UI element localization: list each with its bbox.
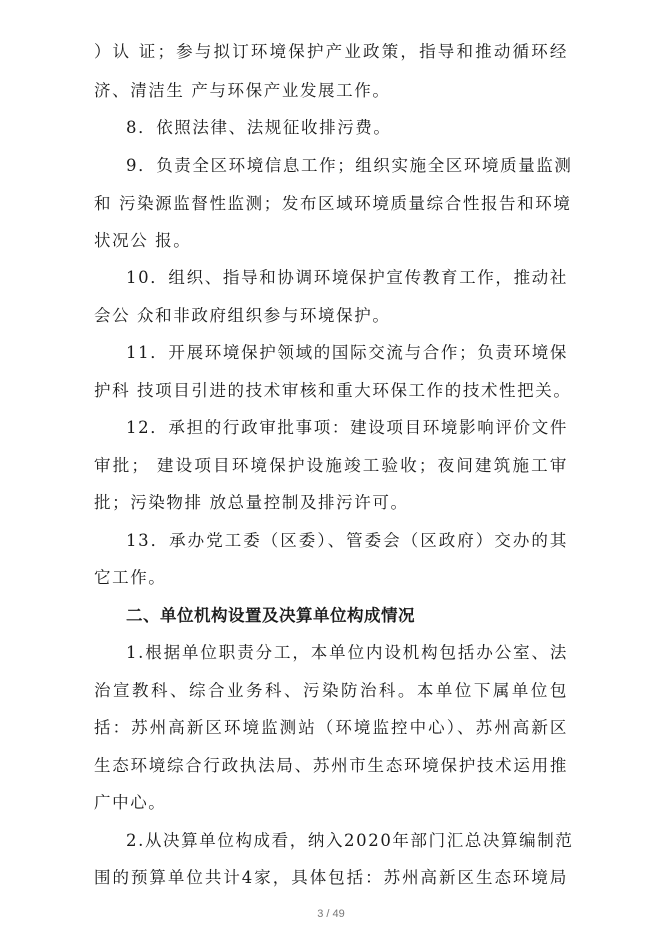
paragraph-line: 状况公 报。: [94, 231, 192, 250]
paragraph-line: 2.从决算单位构成看，纳入2020年部门汇总决算编制范: [126, 831, 574, 850]
paragraph-line: 它工作。: [94, 568, 167, 587]
paragraph-line: 济、清洁生 产与环保产业发展工作。: [94, 81, 391, 100]
paragraph-line: 和 污染源监督性监测；发布区域环境质量综合性报告和环境: [94, 194, 572, 213]
paragraph-line: 审批； 建设项目环境保护设施竣工验收；夜间建筑施工审: [94, 456, 568, 475]
paragraph-line: 护科 技项目引进的技术审核和重大环保工作的技术性把关。: [94, 381, 572, 400]
paragraph-line: 9．负责全区环境信息工作；组织实施全区环境质量监测: [126, 156, 573, 175]
paragraph-line: 8．依照法律、法规征收排污费。: [126, 118, 392, 137]
paragraph-line: 会公 众和非政府组织参与环境保护。: [94, 306, 391, 325]
paragraph-line: 11．开展环境保护领域的国际交流与合作；负责环境保: [126, 343, 568, 362]
paragraph-line: 生态环境综合行政执法局、苏州市生态环境保护技术运用推: [94, 756, 568, 775]
paragraph-line: ）认 证；参与拟订环境保护产业政策，指导和推动循环经: [94, 42, 568, 61]
section-heading: 二、单位机构设置及决算单位构成情况: [126, 606, 415, 625]
paragraph-line: 围的预算单位共计4家，具体包括：苏州高新区生态环境局: [94, 868, 568, 887]
paragraph-line: 批；污染物排 放总量控制及排污许可。: [94, 493, 409, 512]
paragraph-line: 12．承担的行政审批事项：建设项目环境影响评价文件: [126, 418, 568, 437]
page-number: 3 / 49: [317, 908, 345, 920]
paragraph-line: 广中心。: [94, 793, 167, 812]
paragraph-line: 括：苏州高新区环境监测站（环境监控中心）、苏州高新区: [94, 718, 568, 737]
paragraph-line: 治宣教科、综合业务科、污染防治科。本单位下属单位包: [94, 681, 568, 700]
paragraph-line: 10．组织、指导和协调环境保护宣传教育工作，推动社: [126, 268, 568, 287]
paragraph-line: 1.根据单位职责分工，本单位内设机构包括办公室、法: [126, 643, 568, 662]
paragraph-line: 13．承办党工委（区委）、管委会（区政府）交办的其: [126, 531, 568, 550]
